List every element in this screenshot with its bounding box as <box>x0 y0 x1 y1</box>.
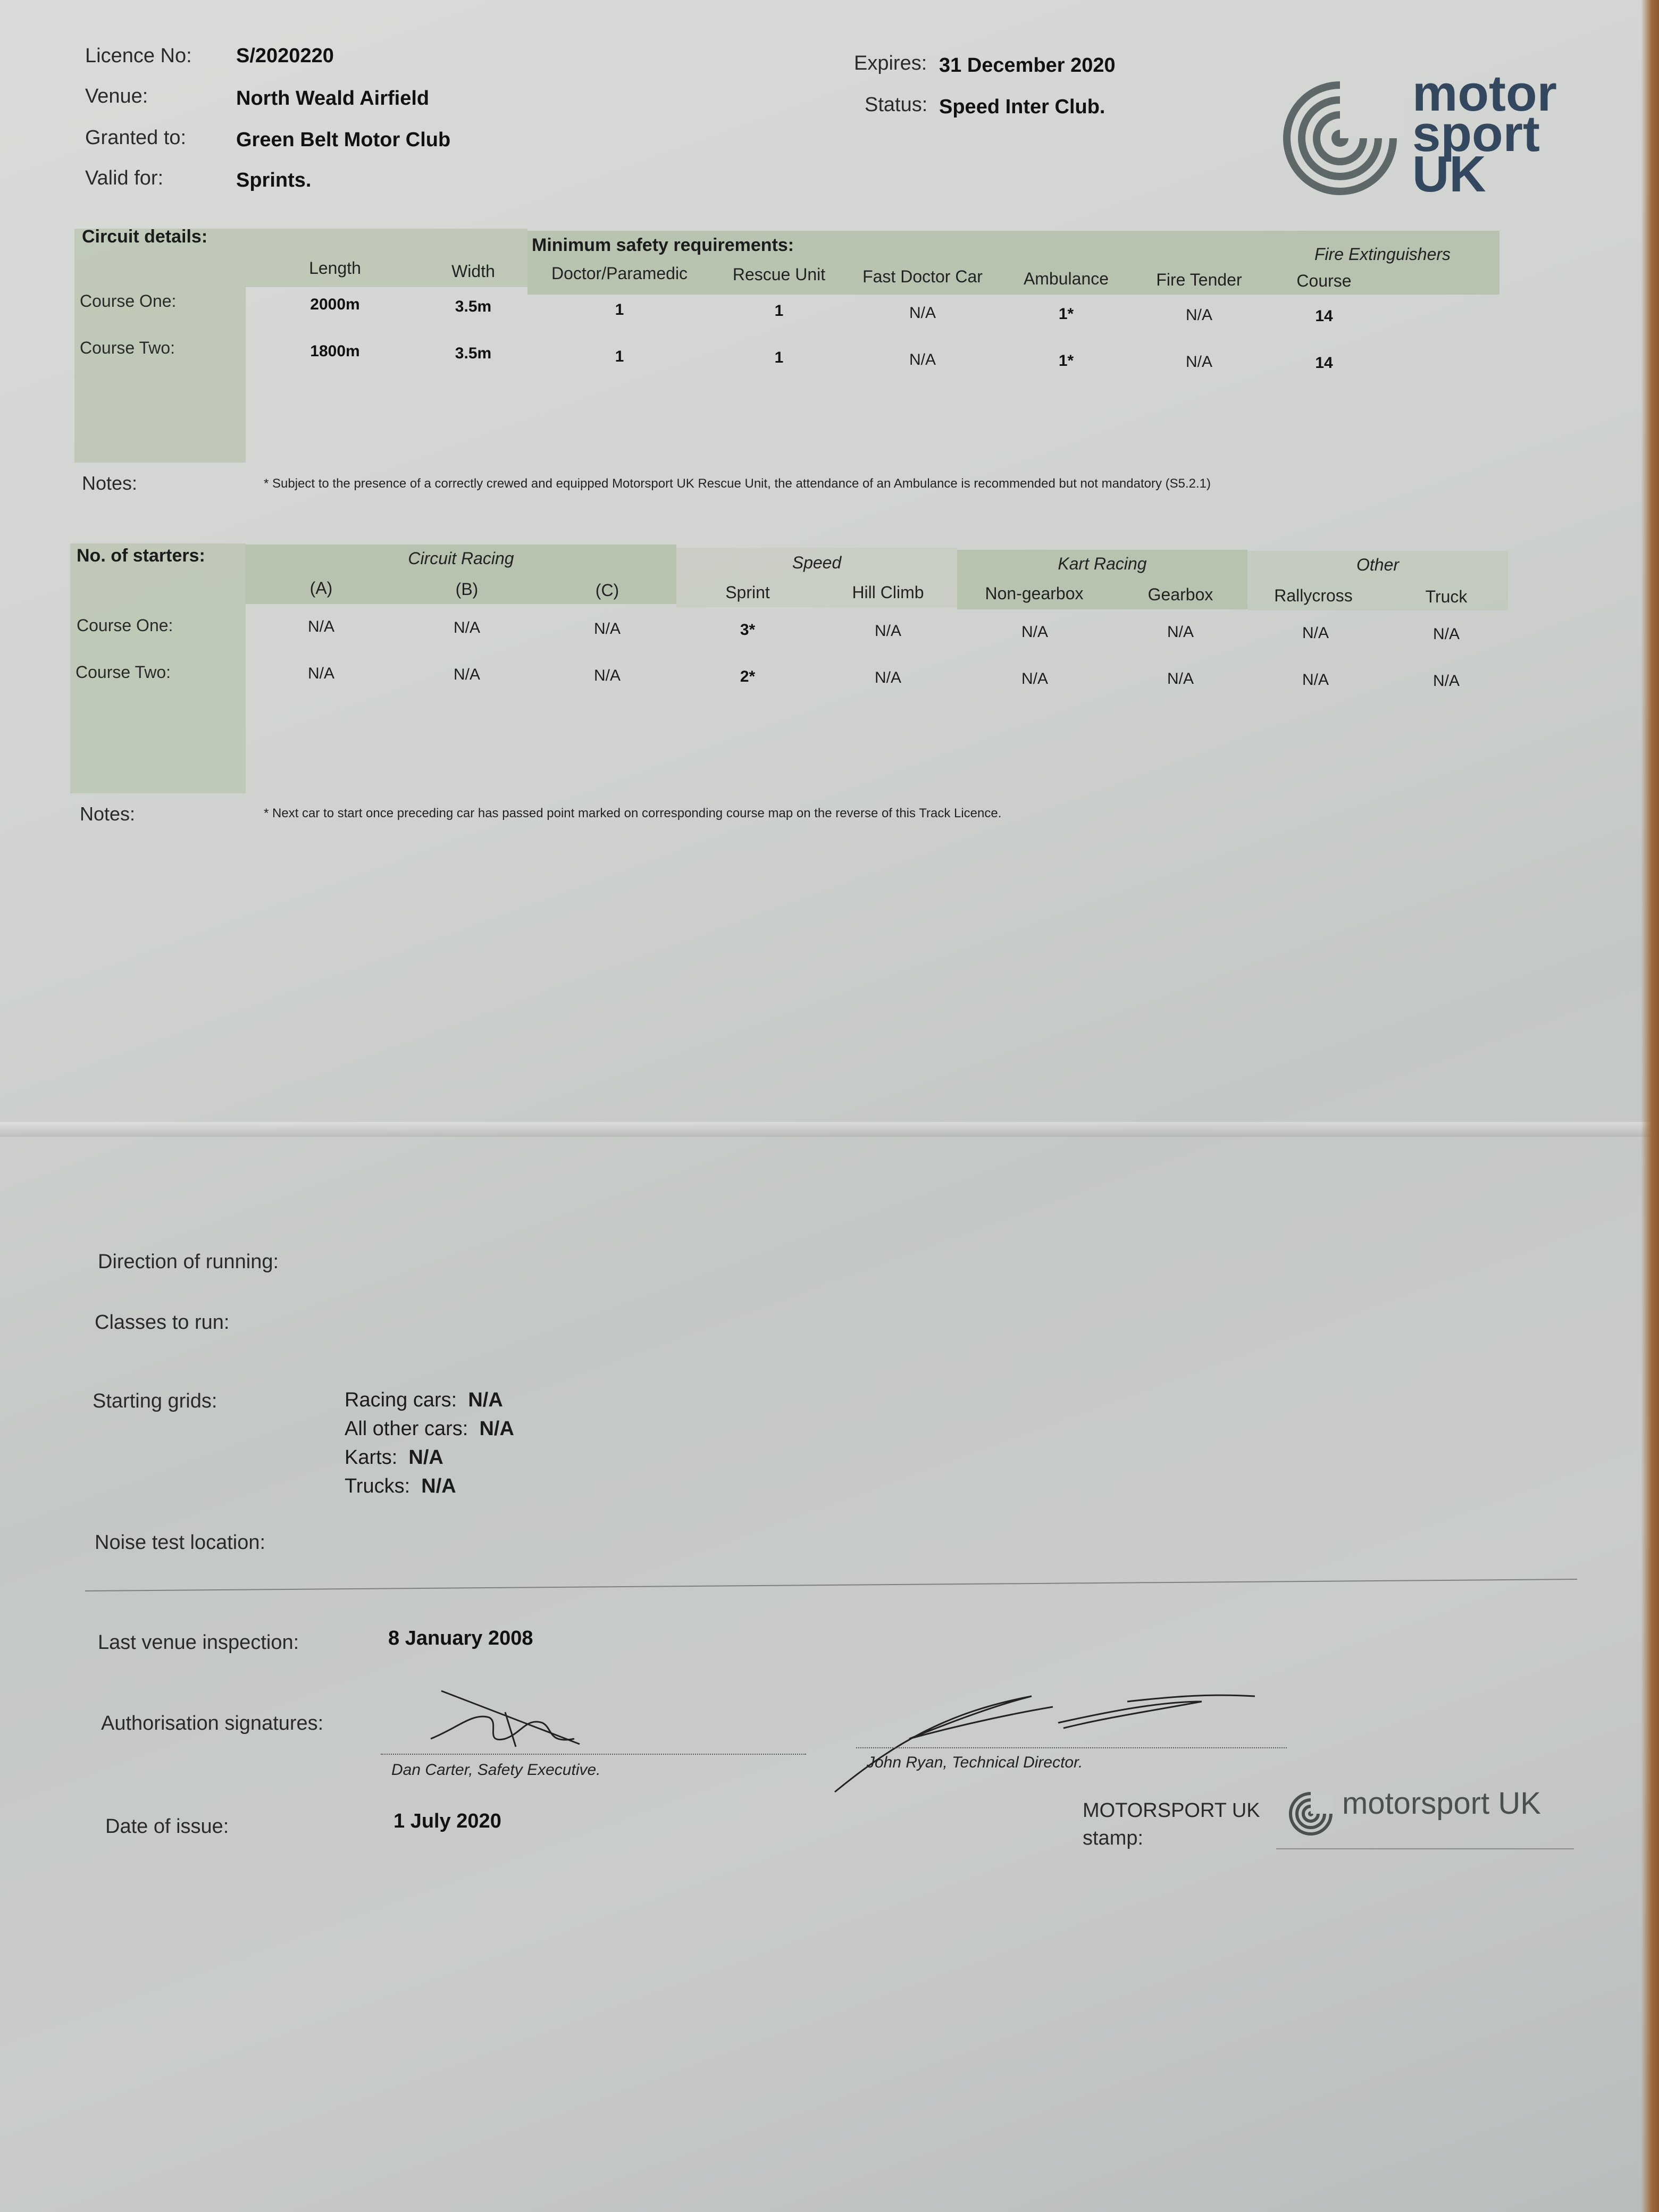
starters-cell: N/A <box>1167 670 1194 688</box>
starters-row-label: Course Two: <box>76 663 171 682</box>
circuit-row-label: Course Two: <box>80 338 175 357</box>
status: Speed Inter Club. <box>939 96 1105 118</box>
signature-line-1 <box>381 1754 806 1755</box>
circuit-cell: 2000m <box>310 296 360 313</box>
col-sprint: Sprint <box>725 583 770 602</box>
sig1-name: Dan Carter, Safety Executive. <box>391 1761 601 1779</box>
group-other: Other <box>1356 555 1400 574</box>
starters-cell: N/A <box>1021 670 1048 688</box>
starters-note: * Next car to start once preceding car has passed point marked on corresponding course map on the reverse of this Track Licence. <box>264 806 1002 820</box>
col-b: (B) <box>455 580 479 599</box>
starters-cell: N/A <box>1302 671 1329 689</box>
circuit-cell: 1800m <box>310 342 360 360</box>
circuit-cell: N/A <box>1185 306 1212 324</box>
starters-cell: N/A <box>307 665 334 682</box>
stamp-line <box>1276 1848 1574 1849</box>
starters-cell: 3* <box>740 621 756 639</box>
expires: 31 December 2020 <box>939 54 1116 77</box>
col-c: (C) <box>595 581 619 600</box>
col-width: Width <box>451 262 495 281</box>
venue: North Weald Airfield <box>236 87 430 110</box>
col-a: (A) <box>309 579 333 598</box>
starters-cell: N/A <box>307 618 334 635</box>
signature-john-ryan <box>830 1680 1266 1797</box>
group-circuit-racing: Circuit Racing <box>408 549 514 568</box>
grid-trucks: Trucks: N/A <box>345 1475 456 1497</box>
col-hill-climb: Hill Climb <box>852 583 924 602</box>
licence-no: S/2020220 <box>236 45 334 67</box>
col-non-gearbox: Non-gearbox <box>985 584 1084 603</box>
venue-label: Venue: <box>85 85 148 107</box>
noise-label: Noise test location: <box>95 1531 266 1554</box>
logo-line2: sport <box>1412 105 1540 162</box>
starters-cell: N/A <box>453 619 480 636</box>
valid-label: Valid for: <box>85 167 164 189</box>
col-fire-tender: Fire Tender <box>1156 270 1242 289</box>
issue-label: Date of issue: <box>105 1815 229 1838</box>
expires-label: Expires: <box>854 52 927 74</box>
section-divider <box>85 1579 1577 1591</box>
grid-racing-cars: Racing cars: N/A <box>345 1389 503 1411</box>
motorsport-uk-logo-icon <box>1276 74 1404 202</box>
circuit-cell: 1* <box>1058 305 1074 323</box>
circuit-cell: 1 <box>615 301 624 319</box>
starters-cell: N/A <box>453 666 480 683</box>
col-fast-doctor: Fast Doctor Car <box>862 267 983 286</box>
fire-ext-title: Fire Extinguishers <box>1314 245 1451 264</box>
valid: Sprints. <box>236 169 312 191</box>
inspection-date: 8 January 2008 <box>388 1627 533 1649</box>
starters-cell: 2* <box>740 668 756 685</box>
stamp-logo-icon <box>1287 1790 1335 1838</box>
starters-row-label: Course One: <box>77 616 173 635</box>
circuit-notes-label: Notes: <box>82 472 138 494</box>
circuit-cell: 14 <box>1315 354 1333 372</box>
status-label: Status: <box>865 94 928 116</box>
stamp-label-2: stamp: <box>1083 1827 1144 1849</box>
sig2-name: John Ryan, Technical Director. <box>867 1754 1083 1771</box>
starters-cell: N/A <box>1021 623 1048 641</box>
starters-notes-label: Notes: <box>80 803 136 825</box>
col-length: Length <box>309 258 361 278</box>
signature-dan-carter <box>425 1680 596 1755</box>
stamp-label-1: MOTORSPORT UK <box>1083 1799 1260 1822</box>
grids-label: Starting grids: <box>93 1390 217 1412</box>
starters-cell: N/A <box>1432 672 1460 690</box>
inspection-label: Last venue inspection: <box>98 1631 299 1654</box>
col-rescue: Rescue Unit <box>732 265 826 284</box>
circuit-cell: 3.5m <box>455 345 492 362</box>
circuit-note: * Subject to the presence of a correctly crewed and equipped Motorsport UK Rescue Unit, the attendance of an Ambulance is recommended but not mandatory (S5.2.1) <box>264 476 1211 491</box>
circuit-cell: N/A <box>909 304 936 322</box>
signature-line-2 <box>856 1747 1287 1748</box>
starters-cell: N/A <box>593 620 621 638</box>
auth-label: Authorisation signatures: <box>101 1712 324 1735</box>
min-safety-title: Minimum safety requirements: <box>532 235 794 255</box>
circuit-cell: 1 <box>774 302 784 320</box>
table-edge <box>1641 0 1659 2212</box>
logo-wordmark <box>1412 65 1557 203</box>
starters-cell: N/A <box>1302 624 1329 642</box>
direction-label: Direction of running: <box>98 1251 279 1273</box>
starters-cell: N/A <box>874 669 901 686</box>
circuit-cell: N/A <box>909 351 936 368</box>
circuit-details-title: Circuit details: <box>82 227 208 247</box>
grids-list <box>345 1386 514 1501</box>
grid-other-cars: All other cars: N/A <box>345 1418 514 1440</box>
circuit-cell: 1* <box>1058 352 1074 370</box>
circuit-cell: 1 <box>615 348 624 365</box>
starters-title: No. of starters: <box>77 546 205 566</box>
group-speed: Speed <box>792 553 842 572</box>
col-ambulance: Ambulance <box>1023 269 1109 288</box>
logo-line1: motor <box>1412 65 1557 122</box>
group-kart-racing: Kart Racing <box>1058 554 1147 573</box>
col-gearbox: Gearbox <box>1147 585 1213 604</box>
col-truck: Truck <box>1425 587 1468 606</box>
circuit-cell: 14 <box>1315 307 1333 325</box>
licence-no-label: Licence No: <box>85 45 192 67</box>
starters-cell: N/A <box>593 667 621 684</box>
granted: Green Belt Motor Club <box>236 129 451 151</box>
logo-line3: UK <box>1412 146 1486 203</box>
starters-cell: N/A <box>1167 623 1194 641</box>
paper-fold <box>0 1122 1659 1137</box>
stamp-wordmark: motorsport UK <box>1342 1786 1541 1821</box>
grid-karts: Karts: N/A <box>345 1446 443 1469</box>
granted-label: Granted to: <box>85 127 187 149</box>
circuit-row-label: Course One: <box>80 291 177 311</box>
starters-cell: N/A <box>874 622 901 640</box>
starters-cell: N/A <box>1432 625 1460 643</box>
circuit-cell: 3.5m <box>455 298 492 315</box>
col-rallycross: Rallycross <box>1274 586 1353 605</box>
issue-date: 1 July 2020 <box>393 1810 501 1832</box>
classes-label: Classes to run: <box>95 1311 230 1334</box>
circuit-cell: N/A <box>1185 353 1212 371</box>
col-doctor: Doctor/Paramedic <box>551 264 688 283</box>
col-course: Course <box>1296 271 1352 290</box>
circuit-cell: 1 <box>774 349 784 366</box>
